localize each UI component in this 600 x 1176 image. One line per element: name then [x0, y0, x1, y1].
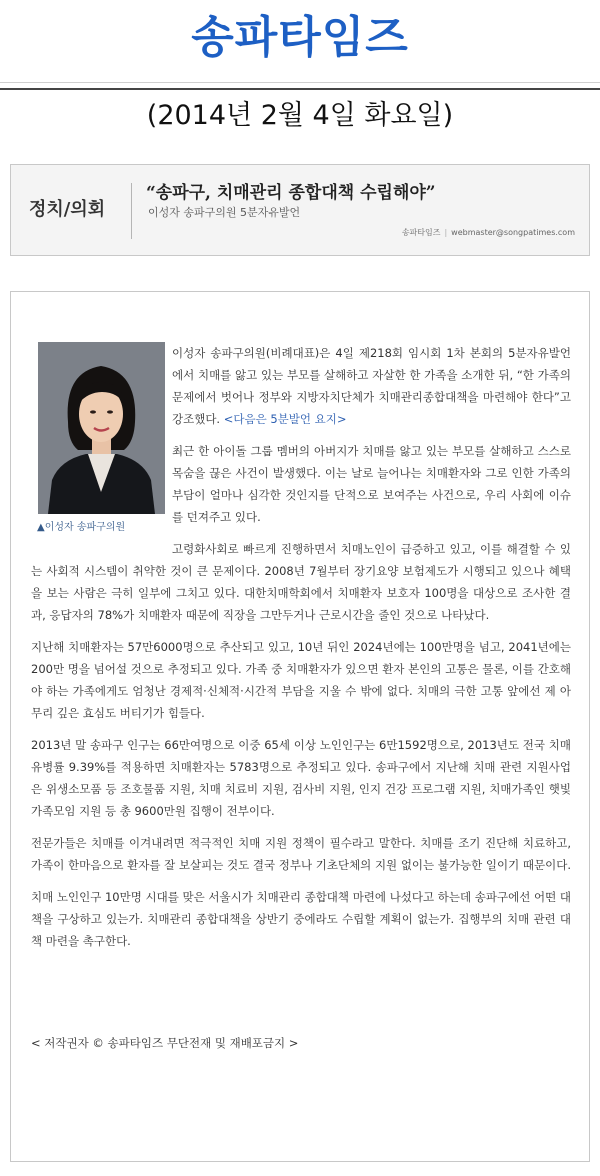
copyright-notice: < 저작권자 © 송파타임즈 무단전재 및 재배포금지 > [31, 1036, 299, 1050]
article-body [31, 342, 571, 962]
article-paragraph: 최근 한 아이돌 그룹 멤버의 아버지가 치매를 앓고 있는 부모를 살해하고 스스로 목숨을 끊은 사건이 발생했다. 이는 날로 늘어나는 치매환자와 그로 인한 가족의 부담이 얼마나 심각한 것인지를 단적으로 보여주는 사건으로, 우리 사회에 이슈를 던져주고 있다. [172, 444, 571, 524]
article-box [10, 291, 590, 1162]
headline-box [10, 164, 590, 256]
article-paragraph: 지난해 치매환자는 57만6000명으로 추산되고 있고, 10년 뒤인 2024년에는 100만명을 넘고, 2041년에는 200만 명을 넘어설 것으로 추정되고 있다. 가족 중 치매환자가 있으면 환자 본인의 고통은 물론, 이를 간호해야 하는 가족에게도 엄청난 경제적·신체적·시간적 부담을 지울 수 밖에 없다. 치매의 극한 고통 앞에선 제 아무리 깊은 효심도 버티기가 힘들다. [31, 640, 571, 720]
article-paragraph: 2013년 말 송파구 인구는 66만여명으로 이중 65세 이상 노인인구는 6만1592명으로, 2013년도 전국 치매 유병률 9.39%를 적용하면 치매환자는 5783명으로 추정되고 있다. 송파구에서 지난해 치매 관련 지원사업은 위생소모품 등 조호물품 지원, 치매 치료비 지원, 검사비 지원, 인지 건강 프로그램 지원, 치매가족인 햇빛 가족모임 지원 등 총 9600만원 집행이 전부이다. [31, 738, 571, 818]
article-paragraph: 전문가들은 치매를 이겨내려면 적극적인 치매 지원 정책이 필수라고 말한다. 치매를 조기 진단해 치료하고, 가족이 한마음으로 환자를 잘 보살피는 것도 결국 정부나 기초단체의 지원 없이는 불가능한 일이기 때문이다. [31, 836, 571, 872]
photo-spacer [31, 342, 172, 546]
article-credit [402, 227, 575, 239]
article-paragraph: 고령화사회로 빠르게 진행하면서 치매노인이 급증하고 있고, 이를 해결할 수 있는 사회적 시스템이 취약한 것이 큰 문제이다. 2008년 7월부터 장기요양 보험제도가 시행되고 있으나 혜택을 보는 사람은 극히 일부에 그치고 있다. 대한치매학회에서 치매환자 보호자 100명을 대상으로 조사한 결과, 응답자의 78%가 치매환자 때문에 직장을 그만두거나 근로시간을 줄인 것으로 나타났다. [31, 542, 571, 622]
speech-summary-link[interactable]: <다음은 5분발언 요지> [223, 412, 347, 426]
credit-separator: | [444, 228, 448, 237]
article-title: “송파구, 치매관리 종합대책 수립해야” [146, 183, 436, 203]
issue-date: (2014년 2월 4일 화요일) [146, 100, 454, 131]
section-label[interactable]: 정치/의회 [29, 199, 106, 220]
credit-email[interactable]: webmaster@songpatimes.com [451, 228, 575, 237]
article-paragraph: 치매 노인인구 10만명 시대를 맞은 서울시가 치매관리 종합대책 마련에 나섰다고 하는데 송파구에선 어떤 대책을 구상하고 있는가. 치매관리 종합대책을 상반기 중에라도 수립할 계획이 없는가. 집행부의 치매 관련 대책 마련을 촉구한다. [31, 890, 571, 948]
paragraph-text: 이성자 송파구의원(비례대표)은 4일 제218회 임시회 1차 본회의 5분자유발언에서 치매를 앓고 있는 부모를 살해하고 자살한 한 가족을 소개한 뒤, “한 가족의 문제에서 벗어나 정부와 지방자치단체가 치매관리종합대책을 마련해야 한다”고 강조했다. [172, 346, 571, 426]
photo-caption: ▲이성자 송파구의원 [37, 522, 126, 533]
headline-divider [131, 183, 132, 239]
masthead [0, 0, 600, 90]
masthead-rule-thick [0, 88, 600, 90]
newspaper-logo[interactable]: 송파타임즈 [191, 12, 409, 63]
article-subtitle: 이성자 송파구의원 5분자유발언 [148, 206, 301, 219]
masthead-rule-thin [0, 82, 600, 83]
credit-source: 송파타임즈 [401, 228, 441, 237]
